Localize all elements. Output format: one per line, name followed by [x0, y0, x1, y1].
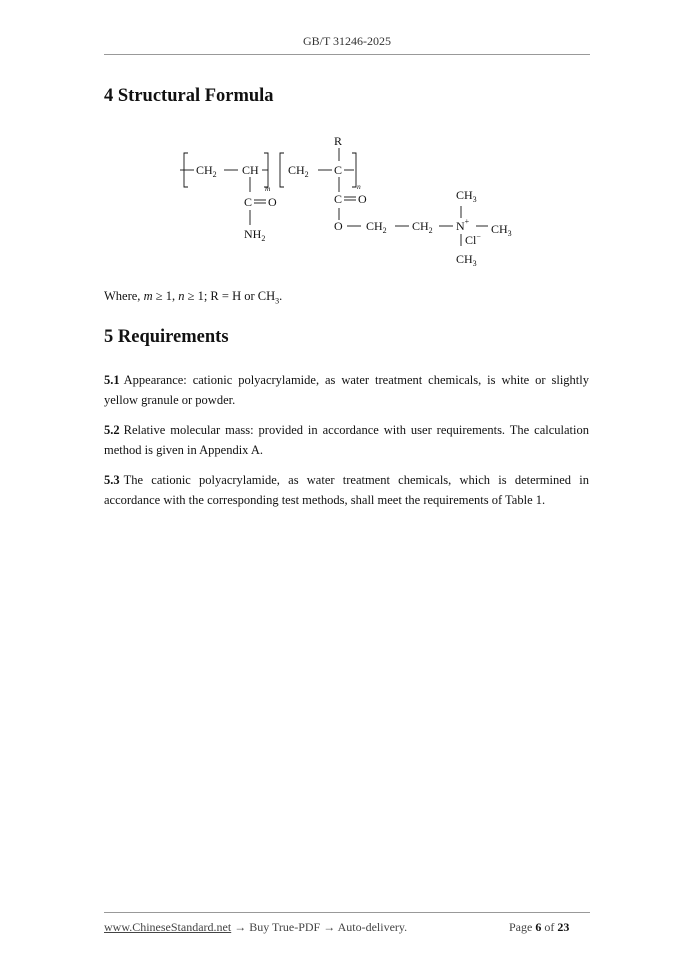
methyl-bottom: $CH_3$	[456, 252, 477, 268]
left-ch: CH	[242, 163, 259, 177]
ester-o: O	[334, 219, 343, 233]
methyl-right: $CH_3$	[491, 222, 512, 238]
legend-var-m: m	[143, 289, 153, 303]
requirement-5-1	[104, 370, 589, 410]
footer-promo	[104, 920, 407, 935]
right-quaternary-c: C	[334, 163, 343, 177]
section-5-title: 5 Requirements	[104, 327, 229, 347]
legend-text: Where,	[104, 289, 144, 303]
right-ch2: $CH_2$	[288, 163, 309, 179]
requirement-5-2	[104, 420, 589, 460]
chloride-ion: Cl−	[465, 232, 481, 247]
substituent-r: R	[334, 134, 343, 148]
footer-divider	[104, 912, 590, 913]
legend-text: ≥ 1; R = H or CH	[184, 289, 276, 303]
requirement-5-3	[104, 470, 589, 510]
subscript-n: n	[357, 182, 361, 191]
footer-buy-text: Buy True-PDF	[249, 920, 321, 934]
structural-formula	[180, 130, 520, 272]
formula-legend	[104, 289, 282, 306]
legend-text: ≥ 1,	[152, 289, 179, 303]
ethylene-ch2-a: $CH_2$	[366, 219, 387, 235]
subscript-m: m	[265, 184, 271, 193]
right-carbonyl-c: C	[334, 192, 343, 206]
footer-arrow: →	[231, 920, 250, 934]
left-ch2: $CH_2$	[196, 163, 217, 179]
legend-subscript: 3	[275, 296, 280, 306]
header-divider	[104, 54, 590, 55]
page-of-label: of	[541, 920, 558, 934]
clause-number: 5.2	[104, 423, 120, 437]
left-carbonyl-c: C	[244, 195, 253, 209]
page-number: 6	[535, 920, 542, 934]
page-label: Page	[509, 920, 536, 934]
right-carbonyl-o: O	[358, 192, 367, 206]
legend-var-n: n	[178, 289, 185, 303]
footer-delivery-text: Auto-delivery.	[337, 920, 408, 934]
right-bracket-open	[280, 153, 284, 187]
clause-number: 5.1	[104, 373, 120, 387]
site-link[interactable]: www.ChineseStandard.net	[104, 920, 232, 934]
amide-nh2: $NH_2$	[244, 227, 266, 243]
page-total: 23	[557, 920, 570, 934]
left-carbonyl-o: O	[268, 195, 277, 209]
footer-arrow: →	[320, 920, 338, 934]
clause-number: 5.3	[104, 473, 120, 487]
structural-formula-drawing	[180, 130, 520, 272]
section-4-title: 4 Structural Formula	[104, 86, 274, 106]
clause-text: Appearance: cationic polyacrylamide, as water treatment chemicals, is white or slightly yellow granule or powder.	[104, 373, 589, 407]
ammonium-n: N+	[456, 217, 470, 233]
ethylene-ch2-b: $CH_2$	[412, 219, 433, 235]
clause-text: The cationic polyacrylamide, as water treatment chemicals, which is determined in accordance with the corresponding test methods, shall meet the requirements of Table 1.	[104, 473, 589, 507]
legend-text: .	[279, 289, 283, 303]
methyl-top: $CH_3$	[456, 188, 477, 204]
document-number-header: GB/T 31246-2025	[302, 34, 392, 48]
page-counter	[509, 920, 569, 935]
clause-text: Relative molecular mass: provided in accordance with user requirements. The calculation method is given in Appendix A.	[104, 423, 589, 457]
